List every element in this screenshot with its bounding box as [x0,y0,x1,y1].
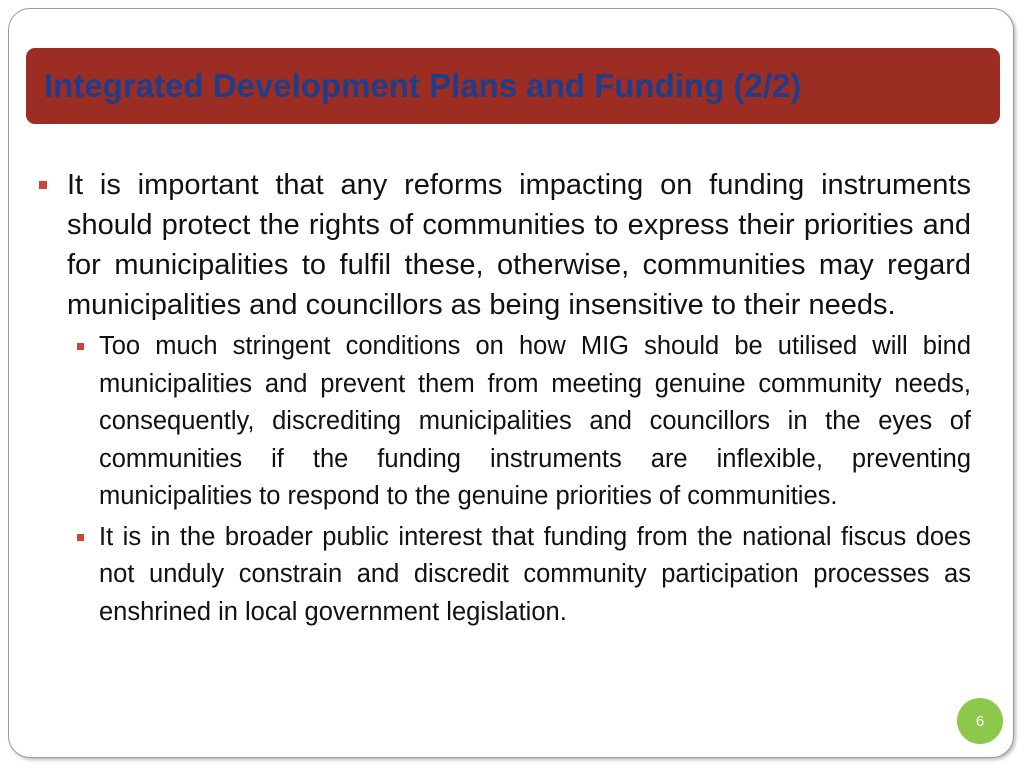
slide-content [35,165,971,634]
page-number-badge [957,698,1003,744]
title-bar [26,48,1000,124]
bullet-item [35,165,971,325]
sub-bullet-item [35,328,971,516]
sub-bullet-text: It is in the broader public interest that funding from the national fiscus does not unduly constrain and discredit community participation processes as enshrined in local government legislation. [99,522,971,626]
slide-title: Integrated Development Plans and Funding (2/2) [44,67,802,104]
bullet-text: It is important that any reforms impacting on funding instruments should protect the rights of communities to express their priorities and for municipalities to fulfil these, otherwise, communities may regard municipalities and councillors as being insensitive to their needs. [67,169,971,321]
page-number: 6 [975,712,985,730]
slide-frame [8,8,1014,758]
sub-bullet-text: Too much stringent conditions on how MIG should be utilised will bind municipalities and prevent them from meeting genuine community needs, consequently, discrediting municipalities and councillors in the eyes of communities if the funding instruments are inflexible, preventing municipalities to respond to the genuine priorities of communities. [99,332,971,510]
sub-bullet-item [35,519,971,632]
sub-bullet-square-icon [77,343,84,350]
bullet-square-icon [39,181,47,189]
sub-bullet-square-icon [77,534,84,541]
sub-bullet-list [35,328,971,631]
